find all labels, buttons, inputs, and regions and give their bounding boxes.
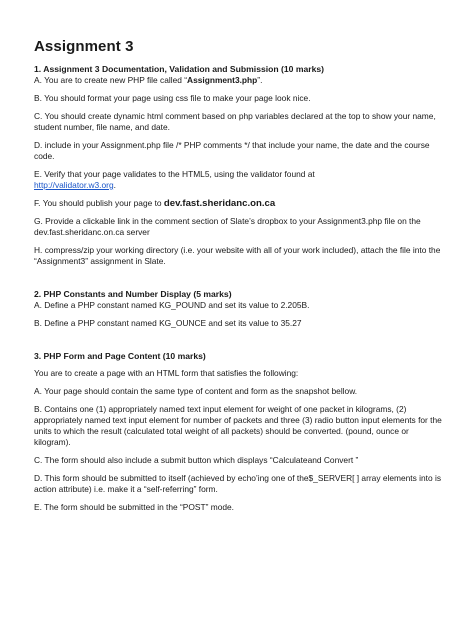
section-documentation [34,64,446,267]
item-1f [34,198,446,209]
item-1h: H. compress/zip your working directory (i.e. your website with all of your work included), attach the file into the “Assignment3” assignment in Slate. [34,245,441,266]
item-1g: G. Provide a clickable link in the comment section of Slate’s dropbox to your Assignment3.php file on the dev.fast.sheridanc.on.ca server [34,216,421,237]
item-3b: B. Contains one (1) appropriately named text input element for weight of one packet in kilograms, (2) appropriately named text input element for number of packets and three (3) radio button input elements for the units to which the result (calculated total weight of all packets) should be converted. (pound, ounce or kilogram). [34,404,442,447]
file-name: Assignment3.php [187,75,258,85]
section-constants [34,289,446,329]
item-1e-text: E. Verify that your page validates to the HTML5, using the validator found at [34,169,315,179]
section-heading: 2. PHP Constants and Number Display (5 marks) [34,289,232,299]
validator-link[interactable]: http://validator.w3.org [34,180,114,190]
server-host: dev.fast.sheridanc.on.ca [163,198,276,209]
item-1d: D. include in your Assignment.php file /* PHP comments */ that include your name, the date and the course code. [34,140,430,161]
section-heading: 1. Assignment 3 Documentation, Validation and Submission (10 marks) [34,64,325,74]
item-1c: C. You should create dynamic html comment based on php variables declared at the top to show your name, student number, file name, and date. [34,111,436,132]
item-3d: D. This form should be submitted to itself (achieved by echo’ing one of the$_SERVER[ ] array elements into is action attribute) i.e. make it a “self-referring” form. [34,473,442,494]
item-1b: B. You should format your page using css file to make your page look nice. [34,93,311,103]
item-1a-suffix: ”. [257,75,263,85]
item-2a: A. Define a PHP constant named KG_POUND and set its value to 2.205B. [34,300,310,310]
item-3e: E. The form should be submitted in the “POST” mode. [34,502,235,512]
item-3a: A. Your page should contain the same type of content and form as the snapshot bellow. [34,386,358,396]
item-3c: C. The form should also include a submit button which displays “Calculateand Convert ” [34,455,359,465]
section-heading: 3. PHP Form and Page Content (10 marks) [34,351,206,361]
item-1f-text: F. You should publish your page to [34,198,164,208]
item-1e [34,169,446,191]
page-title: Assignment 3 [34,38,134,55]
item-2b: B. Define a PHP constant named KG_OUNCE and set its value to 35.27 [34,318,302,328]
item-1a [34,75,446,86]
document-page [34,38,446,520]
item-1e-suffix: . [113,180,116,190]
section-intro: You are to create a page with an HTML form that satisfies the following: [34,368,299,378]
item-1a-text: A. You are to create new PHP file called “ [34,75,188,85]
section-form [34,351,446,513]
